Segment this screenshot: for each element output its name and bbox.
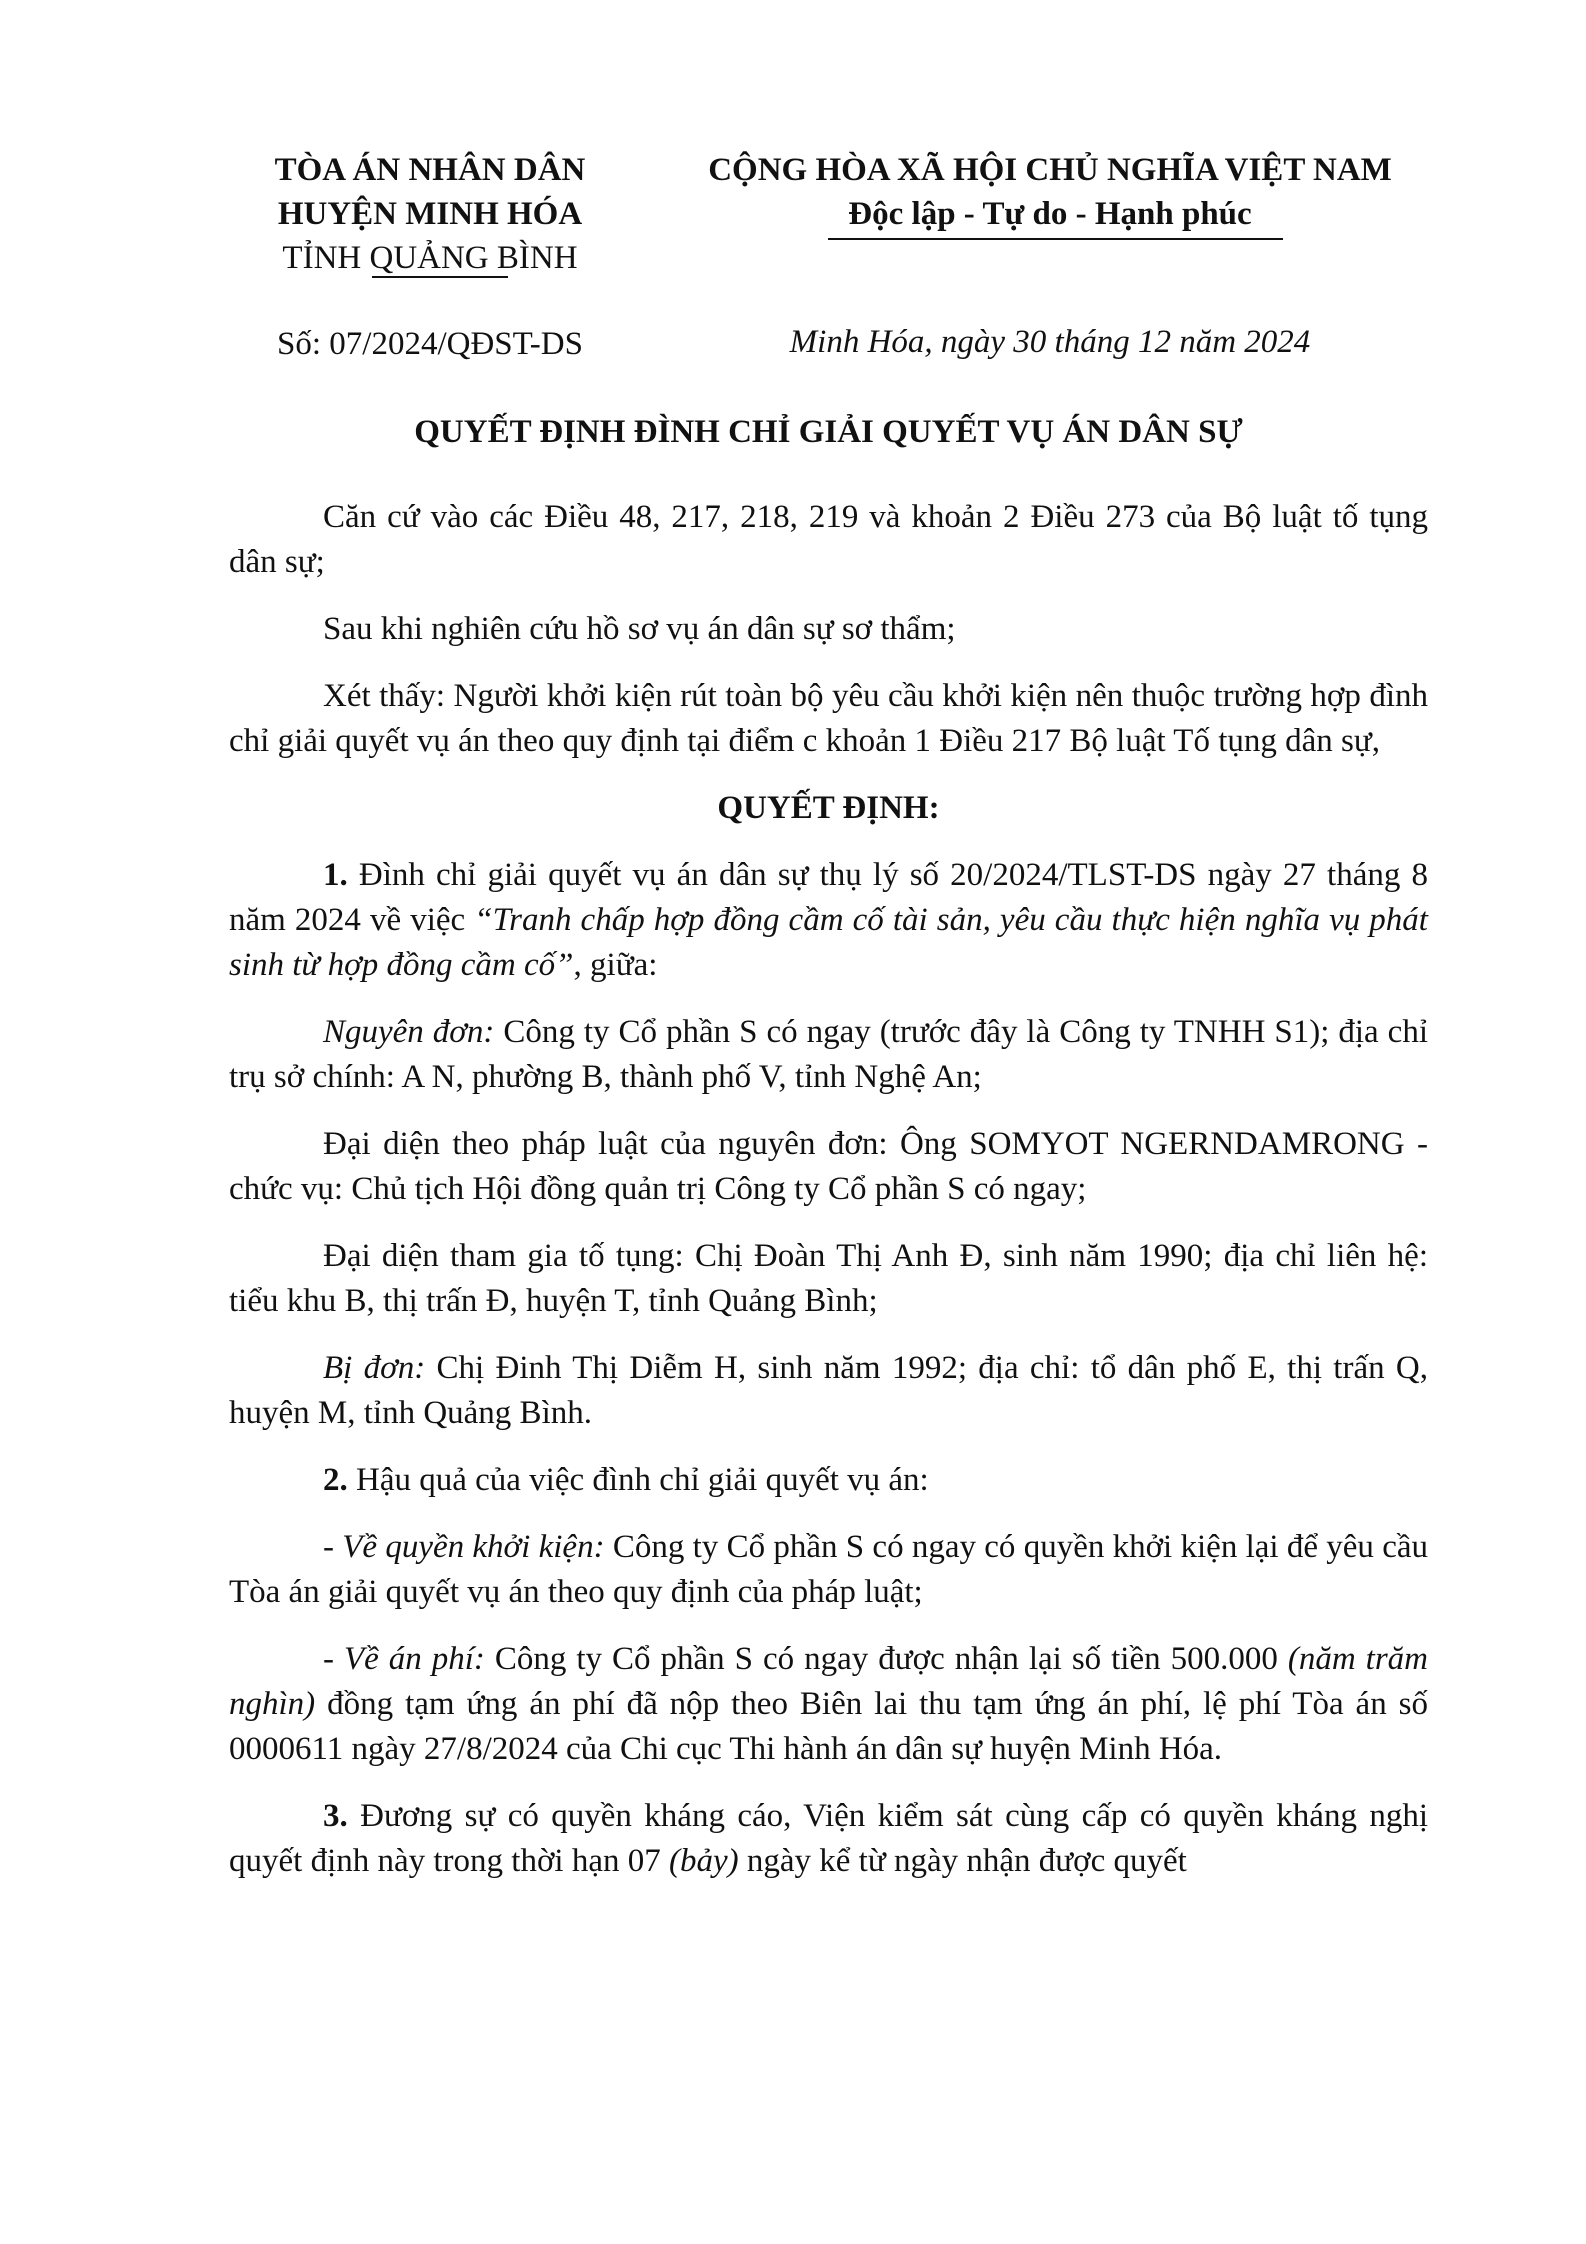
right-to-sue-label: - Về quyền khởi kiện: [323, 1529, 605, 1565]
item-3-text-a: Đương sự có quyền kháng cáo, Viện kiểm sát cùng cấp có quyền kháng nghị quyết định này trong thời hạn 07 [229, 1798, 1428, 1879]
item-1 [229, 853, 1428, 988]
court-fee-text-b: đồng tạm ứng án phí đã nộp theo Biên lai thu tạm ứng án phí, lệ phí Tòa án số 0000611 ngày 27/8/2024 của Chi cục Thi hành án dân sự huyện Minh Hóa. [229, 1686, 1428, 1767]
preamble-consideration: Xét thấy: Người khởi kiện rút toàn bộ yêu cầu khởi kiện nên thuộc trường hợp đình chỉ giải quyết vụ án theo quy định tại điểm c khoản 1 Điều 217 Bộ luật Tố tụng dân sự, [229, 678, 1428, 759]
defendant-text: Chị Đinh Thị Diễm H, sinh năm 1992; địa chỉ: tổ dân phố E, thị trấn Q, huyện M, tỉnh Quảng Bình. [229, 1350, 1428, 1431]
motto-underline [828, 238, 1283, 240]
item-1-text-b: , giữa: [573, 947, 658, 983]
defendant-label: Bị đơn: [323, 1350, 426, 1386]
litigation-representative: Đại diện tham gia tố tụng: Chị Đoàn Thị Anh Đ, sinh năm 1990; địa chỉ liên hệ: tiểu khu B, thị trấn Đ, huyện T, tỉnh Quảng Bình; [229, 1238, 1428, 1319]
item-2-text: Hậu quả của việc đình chỉ giải quyết vụ án: [347, 1462, 929, 1498]
national-motto: Độc lập - Tự do - Hạnh phúc [848, 196, 1252, 232]
item-1-number: 1. [323, 857, 348, 893]
nation-name: CỘNG HÒA XÃ HỘI CHỦ NGHĨA VIỆT NAM [708, 152, 1392, 188]
legal-representative: Đại diện theo pháp luật của nguyên đơn: Ông SOMYOT NGERNDAMRONG - chức vụ: Chủ tịch Hội đồng quản trị Công ty Cổ phần S có ngay; [229, 1126, 1428, 1207]
plaintiff-label: Nguyên đơn: [323, 1014, 495, 1050]
document-body [229, 495, 1428, 1884]
plaintiff-text: Công ty Cổ phần S có ngay (trước đây là Công ty TNHH S1); địa chỉ trụ sở chính: A N, phường B, thành phố V, tỉnh Nghệ An; [229, 1014, 1428, 1095]
right-to-sue-text: Công ty Cổ phần S có ngay có quyền khởi kiện lại để yêu cầu Tòa án giải quyết vụ án theo quy định của pháp luật; [229, 1529, 1428, 1610]
court-fee-words: (năm trăm nghìn) [229, 1641, 1428, 1722]
document-title: QUYẾT ĐỊNH ĐÌNH CHỈ GIẢI QUYẾT VỤ ÁN DÂN SỰ [414, 414, 1243, 450]
right-to-sue [229, 1525, 1428, 1615]
preamble-legal-basis: Căn cứ vào các Điều 48, 217, 218, 219 và khoản 2 Điều 273 của Bộ luật tố tụng dân sự; [229, 499, 1428, 580]
appeal-days-words: (bảy) [668, 1843, 739, 1879]
defendant [229, 1346, 1428, 1436]
case-subject: “Tranh chấp hợp đồng cầm cố tài sản, yêu cầu thực hiện nghĩa vụ phát sinh từ hợp đồng cầm cố” [229, 902, 1428, 983]
item-2 [229, 1458, 1428, 1503]
document-number: Số: 07/2024/QĐST-DS [277, 326, 583, 362]
item-1-text-a: Đình chỉ giải quyết vụ án dân sự thụ lý số 20/2024/TLST-DS ngày 27 tháng 8 năm 2024 về việc [229, 857, 1428, 938]
item-3-text-b: ngày kể từ ngày nhận được quyết [738, 1843, 1187, 1879]
place-date: Minh Hóa, ngày 30 tháng 12 năm 2024 [789, 324, 1311, 360]
court-name-line1: TÒA ÁN NHÂN DÂN [274, 152, 586, 188]
court-province: TỈNH QUẢNG BÌNH [282, 240, 578, 276]
preamble-review: Sau khi nghiên cứu hồ sơ vụ án dân sự sơ thẩm; [323, 611, 956, 647]
court-fee-label: - Về án phí: [323, 1641, 485, 1677]
plaintiff [229, 1010, 1428, 1100]
court-fee [229, 1637, 1428, 1772]
item-3 [229, 1794, 1428, 1884]
national-header [680, 148, 1420, 236]
item-2-number: 2. [323, 1462, 348, 1498]
decision-heading: QUYẾT ĐỊNH: [717, 790, 940, 826]
item-3-number: 3. [323, 1798, 348, 1834]
court-fee-text-a: Công ty Cổ phần S có ngay được nhận lại số tiền 500.000 [484, 1641, 1288, 1677]
court-header-underline [372, 276, 508, 278]
court-name-line2: HUYỆN MINH HÓA [277, 196, 583, 232]
court-header [240, 148, 620, 280]
